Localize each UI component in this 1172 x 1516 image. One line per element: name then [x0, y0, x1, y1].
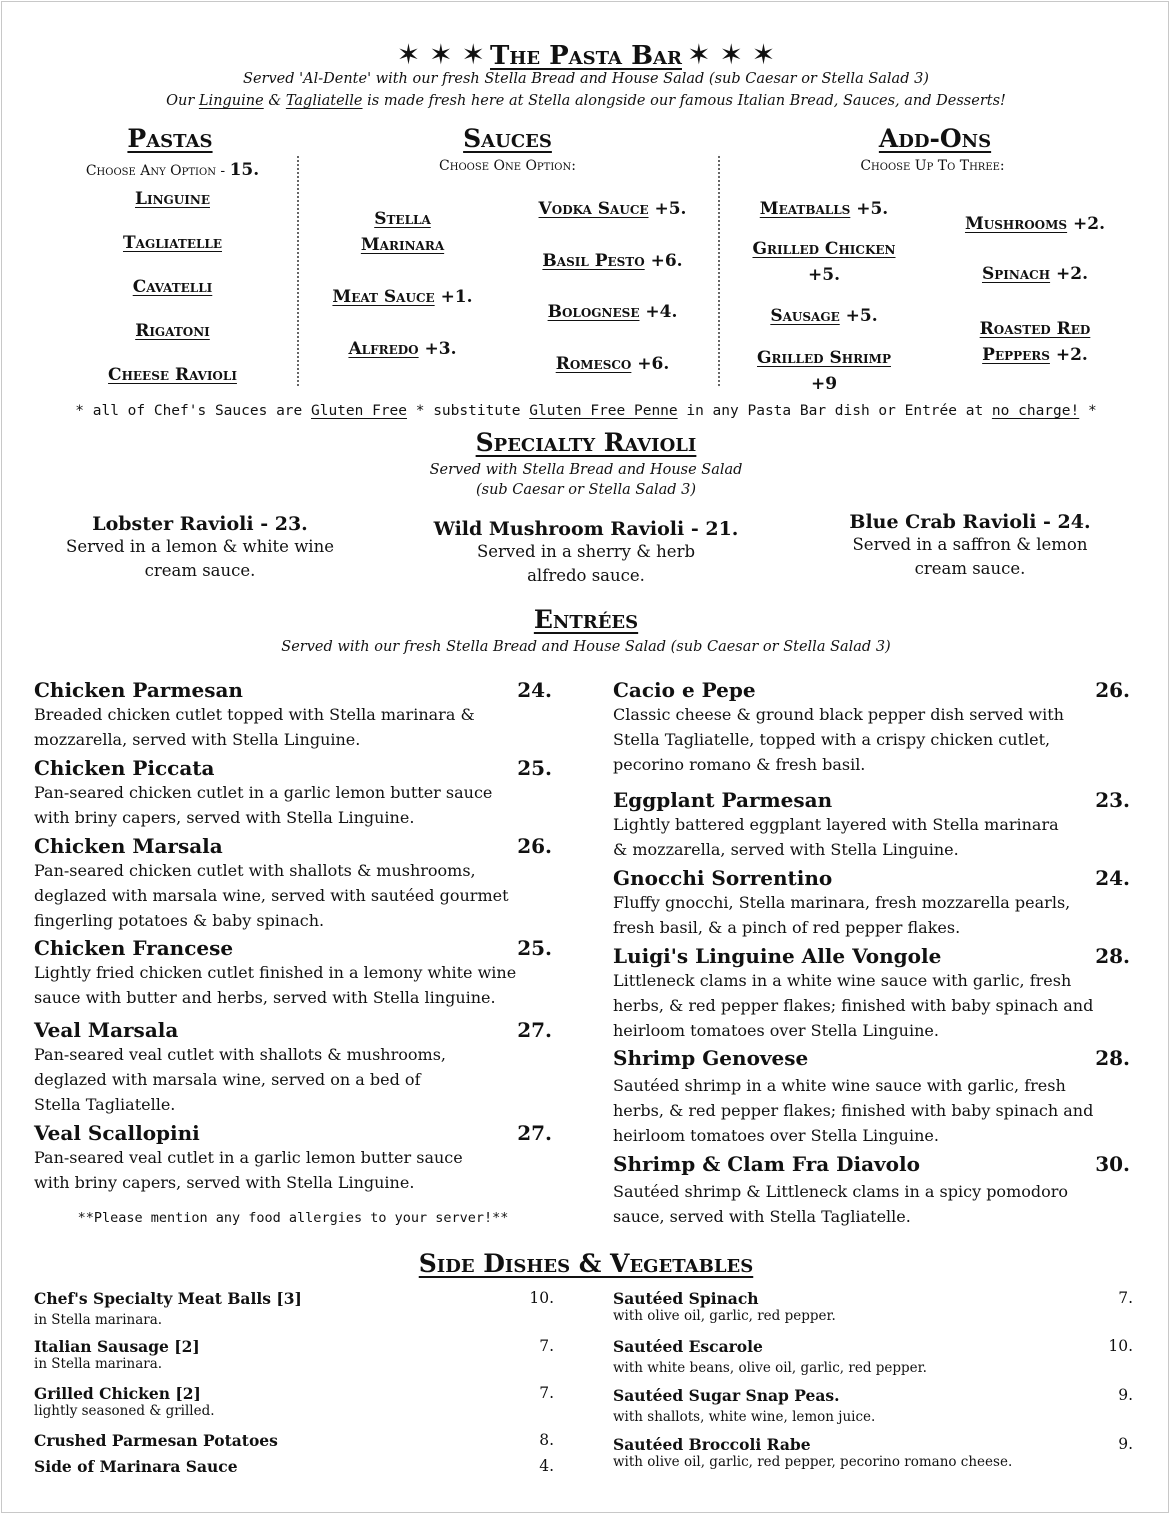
entree-desc: Lightly fried chicken cutlet finished in a lemony white wine — [34, 963, 517, 982]
side-price: 9. — [1118, 1386, 1133, 1404]
entree-name: Chicken Parmesan — [34, 678, 243, 702]
entree-item — [34, 1018, 552, 1117]
sauce-label: Basil Pesto — [542, 251, 645, 271]
addon-roasted-peppers — [935, 316, 1135, 368]
sauce-label: Marinara — [360, 235, 445, 255]
entree-desc: sauce with butter and herbs, served with Stella linguine. — [34, 988, 496, 1007]
side-item — [613, 1289, 1133, 1324]
sauces-title: Sauces — [463, 124, 552, 153]
entree-price: 23. — [1095, 788, 1130, 812]
entree-name: Eggplant Parmesan — [613, 788, 833, 812]
note-underline: no charge! — [991, 403, 1080, 419]
entree-desc: Fluffy gnocchi, Stella marinara, fresh mozzarella pearls, — [613, 893, 1071, 912]
stars-left-icon: ✶ ✶ ✶ — [396, 38, 485, 71]
entree-desc: Stella Tagliatelle. — [34, 1095, 176, 1114]
pasta-bar-header — [0, 38, 1172, 71]
entree-price: 25. — [517, 936, 552, 960]
sauce-price: +3. — [424, 339, 457, 359]
note-text: in any Pasta Bar dish or Entrée at — [677, 403, 992, 419]
sauce-bolognese — [510, 299, 715, 325]
addons-title: Add-Ons — [878, 124, 992, 153]
subtitle-linguine: Linguine — [198, 93, 264, 109]
side-desc: with olive oil, garlic, red pepper. — [613, 1308, 836, 1324]
entree-item — [613, 678, 1130, 777]
entree-name: Chicken Francese — [34, 936, 234, 960]
sauce-label: Bolognese — [547, 302, 640, 322]
sauce-stella-marinara — [305, 206, 500, 258]
entree-item — [613, 944, 1130, 1043]
ravioli-item — [810, 511, 1130, 581]
side-price: 10. — [529, 1289, 554, 1307]
ravioli-subtitle-2: (sub Caesar or Stella Salad 3) — [475, 482, 697, 498]
addon-grilled-chicken — [724, 236, 924, 288]
side-price: 7. — [539, 1337, 554, 1355]
ravioli-name: Lobster Ravioli - 23. — [92, 513, 308, 535]
ravioli-desc: cream sauce. — [144, 561, 256, 580]
pasta-option: Tagliatelle — [122, 233, 222, 253]
entree-desc: Littleneck clams in a white wine sauce with garlic, fresh — [613, 971, 1072, 990]
entree-desc: deglazed with marsala wine, served with sautéed gourmet — [34, 886, 509, 905]
side-desc: in Stella marinara. — [34, 1312, 163, 1328]
entree-desc: with briny capers, served with Stella Linguine. — [34, 1173, 415, 1192]
entree-desc: herbs, & red pepper flakes; finished with baby spinach and — [613, 996, 1094, 1015]
addon-label: Peppers — [982, 345, 1050, 365]
sauce-price: +4. — [645, 302, 678, 322]
entree-name: Chicken Piccata — [34, 756, 215, 780]
addons-choose: Choose Up To Three: — [860, 158, 1005, 174]
entree-price: 28. — [1095, 1046, 1130, 1070]
ravioli-name: Wild Mushroom Ravioli - 21. — [433, 518, 739, 540]
entree-name: Shrimp & Clam Fra Diavolo — [613, 1152, 920, 1176]
gluten-free-note — [0, 403, 1172, 419]
addon-price: +9 — [810, 374, 838, 394]
entree-item — [613, 866, 1130, 940]
entree-item — [613, 788, 1130, 862]
entree-desc: Pan-seared chicken cutlet in a garlic lemon butter sauce — [34, 783, 493, 802]
side-desc: in Stella marinara. — [34, 1356, 163, 1372]
pastas-title: Pastas — [127, 124, 213, 153]
entree-desc: Classic cheese & ground black pepper dish served with — [613, 705, 1064, 724]
entree-desc: Lightly battered eggplant layered with Stella marinara — [613, 815, 1059, 834]
sauce-price: +5. — [654, 199, 687, 219]
pastas-choose — [45, 160, 300, 180]
entree-desc: Pan-seared veal cutlet in a garlic lemon butter sauce — [34, 1148, 463, 1167]
entree-item — [34, 834, 552, 933]
pasta-option: Rigatoni — [135, 321, 210, 341]
addon-mushrooms — [935, 211, 1135, 237]
entree-desc: mozzarella, served with Stella Linguine. — [34, 730, 361, 749]
note-text: * substitute — [407, 403, 530, 419]
ravioli-subtitle-1: Served with Stella Bread and House Salad — [429, 462, 743, 478]
sauce-price: +6. — [637, 354, 670, 374]
pasta-bar-subtitle-2 — [0, 93, 1172, 109]
addon-sausage — [724, 303, 924, 329]
entrees-title: Entrées — [533, 605, 639, 634]
entree-price: 24. — [1095, 866, 1130, 890]
ravioli-desc: Served in a lemon & white wine — [66, 537, 334, 556]
entree-desc: with briny capers, served with Stella Linguine. — [34, 808, 415, 827]
entree-desc: deglazed with marsala wine, served on a bed of — [34, 1070, 421, 1089]
side-item — [34, 1431, 554, 1450]
entree-name: Gnocchi Sorrentino — [613, 866, 833, 890]
stars-right-icon: ✶ ✶ ✶ — [687, 38, 776, 71]
addon-price: +2. — [1055, 345, 1088, 365]
subtitle-tagliatelle: Tagliatelle — [285, 93, 363, 109]
entree-desc: heirloom tomatoes over Stella Linguine. — [613, 1021, 939, 1040]
ravioli-item — [40, 513, 360, 583]
entree-name: Chicken Marsala — [34, 834, 223, 858]
entree-name: Luigi's Linguine Alle Vongole — [613, 944, 942, 968]
entree-price: 24. — [517, 678, 552, 702]
addon-price: +2. — [1073, 214, 1106, 234]
entree-item — [34, 1121, 552, 1195]
pasta-option: Linguine — [135, 189, 210, 209]
entree-item — [34, 936, 552, 1010]
addon-price: +2. — [1056, 264, 1088, 284]
side-name: Sautéed Sugar Snap Peas. — [613, 1386, 840, 1405]
side-item — [613, 1386, 1133, 1425]
addon-label: Meatballs — [759, 199, 851, 219]
entree-price: 26. — [1095, 678, 1130, 702]
side-price: 10. — [1108, 1337, 1133, 1355]
sauce-price: +6. — [650, 251, 683, 271]
entree-price: 28. — [1095, 944, 1130, 968]
entree-name: Cacio e Pepe — [613, 678, 756, 702]
divider — [718, 156, 720, 386]
sauce-vodka — [510, 196, 715, 222]
sauce-label: Romesco — [555, 354, 632, 374]
pasta-option: Cavatelli — [132, 277, 213, 297]
entrees-subtitle: Served with our fresh Stella Bread and House Salad (sub Caesar or Stella Salad 3) — [281, 639, 891, 655]
entree-desc: fresh basil, & a pinch of red pepper flakes. — [613, 918, 961, 937]
addon-price: +5. — [856, 199, 889, 219]
side-name: Sautéed Spinach — [613, 1289, 759, 1308]
sides-title: Side Dishes & Vegetables — [418, 1249, 754, 1278]
ravioli-name: Blue Crab Ravioli - 24. — [849, 511, 1091, 533]
addon-price: +5. — [808, 265, 840, 285]
side-item — [34, 1289, 554, 1328]
entree-price: 27. — [517, 1018, 552, 1042]
entree-desc: pecorino romano & fresh basil. — [613, 755, 866, 774]
subtitle-text: Our — [166, 93, 199, 109]
ravioli-title: Specialty Ravioli — [475, 428, 697, 457]
side-desc: with shallots, white wine, lemon juice. — [613, 1409, 876, 1425]
side-price: 9. — [1118, 1435, 1133, 1453]
ravioli-item — [410, 518, 762, 588]
side-name: Chef's Specialty Meat Balls [3] — [34, 1289, 302, 1308]
sauce-romesco — [510, 351, 715, 377]
side-item — [613, 1435, 1133, 1470]
side-name: Sautéed Broccoli Rabe — [613, 1435, 811, 1454]
entree-item — [34, 756, 552, 830]
sauce-pesto — [510, 248, 715, 274]
ravioli-desc: Served in a saffron & lemon — [852, 535, 1088, 554]
entree-desc: sauce, served with Stella Tagliatelle. — [613, 1207, 911, 1226]
ravioli-desc: alfredo sauce. — [527, 566, 645, 585]
side-name: Sautéed Escarole — [613, 1337, 763, 1356]
sauce-meat-sauce — [305, 284, 500, 310]
entree-price: 30. — [1095, 1152, 1130, 1176]
entree-desc: Pan-seared veal cutlet with shallots & mushrooms, — [34, 1045, 446, 1064]
pastas-choose-text: Choose Any Option - — [85, 163, 230, 179]
sauce-price: +1. — [440, 287, 473, 307]
addon-label: Roasted Red — [979, 319, 1091, 339]
ravioli-desc: cream sauce. — [914, 559, 1026, 578]
sauces-choose: Choose One Option: — [439, 158, 576, 174]
addon-meatballs — [724, 196, 924, 222]
pasta-bar-subtitle-1: Served 'Al-Dente' with our fresh Stella Bread and House Salad (sub Caesar or Stella Salad 3) — [243, 71, 929, 87]
pastas-price: 15. — [229, 160, 260, 180]
addon-label: Spinach — [981, 264, 1051, 284]
side-price: 7. — [1118, 1289, 1133, 1307]
side-name: Grilled Chicken [2] — [34, 1384, 201, 1403]
side-item — [34, 1384, 554, 1419]
entree-desc: & mozzarella, served with Stella Linguine. — [613, 840, 959, 859]
note-underline: Gluten Free Penne — [529, 403, 678, 419]
side-item — [613, 1337, 1133, 1376]
entree-desc: Pan-seared chicken cutlet with shallots & mushrooms, — [34, 861, 476, 880]
entree-desc: Sautéed shrimp in a white wine sauce with garlic, fresh — [613, 1076, 1066, 1095]
note-text: * — [1079, 403, 1097, 419]
side-price: 7. — [539, 1384, 554, 1402]
addon-label: Mushrooms — [964, 214, 1068, 234]
sauce-alfredo — [305, 336, 500, 362]
side-desc: lightly seasoned & grilled. — [34, 1403, 215, 1419]
entree-desc: Sautéed shrimp & Littleneck clams in a spicy pomodoro — [613, 1182, 1069, 1201]
side-price: 4. — [539, 1457, 554, 1475]
addon-label: Sausage — [770, 306, 840, 326]
side-name: Crushed Parmesan Potatoes — [34, 1431, 278, 1450]
entree-desc: Stella Tagliatelle, topped with a crispy chicken cutlet, — [613, 730, 1051, 749]
side-item — [34, 1337, 554, 1372]
entree-price: 26. — [517, 834, 552, 858]
entree-desc: heirloom tomatoes over Stella Linguine. — [613, 1126, 939, 1145]
entree-price: 25. — [517, 756, 552, 780]
entree-desc: Breaded chicken cutlet topped with Stella marinara & — [34, 705, 475, 724]
entree-desc: fingerling potatoes & baby spinach. — [34, 911, 325, 930]
side-desc: with olive oil, garlic, red pepper, pecorino romano cheese. — [613, 1454, 1013, 1470]
pasta-option: Cheese Ravioli — [108, 365, 237, 385]
allergy-note: **Please mention any food allergies to your server!** — [77, 1210, 509, 1226]
entree-desc: herbs, & red pepper flakes; finished with baby spinach and — [613, 1101, 1094, 1120]
side-price: 8. — [539, 1431, 554, 1449]
entree-name: Shrimp Genovese — [613, 1046, 809, 1070]
entree-item — [34, 678, 552, 752]
side-desc: with white beans, olive oil, garlic, red pepper. — [613, 1360, 927, 1376]
note-underline: Gluten Free — [310, 403, 408, 419]
entree-name: Veal Marsala — [34, 1018, 179, 1042]
entree-item — [613, 1152, 1130, 1229]
entree-price: 27. — [517, 1121, 552, 1145]
sauce-label: Stella — [374, 209, 431, 229]
subtitle-text: is made fresh here at Stella alongside our famous Italian Bread, Sauces, and Desserts! — [362, 93, 1006, 109]
pasta-bar-title: The Pasta Bar — [490, 41, 682, 71]
addon-label: Grilled Shrimp — [757, 348, 891, 368]
subtitle-text: & — [263, 93, 286, 109]
sauce-label: Alfredo — [348, 339, 419, 359]
sauce-label: Meat Sauce — [332, 287, 435, 307]
side-name: Italian Sausage [2] — [34, 1337, 200, 1356]
side-name: Side of Marinara Sauce — [34, 1457, 238, 1476]
addon-grilled-shrimp — [724, 345, 924, 397]
ravioli-desc: Served in a sherry & herb — [476, 542, 696, 561]
addon-label: Grilled Chicken — [752, 239, 896, 259]
sauce-label: Vodka Sauce — [538, 199, 649, 219]
addon-price: +5. — [845, 306, 878, 326]
divider — [297, 156, 299, 386]
entree-item — [613, 1046, 1130, 1148]
side-item — [34, 1457, 554, 1476]
note-text: * all of Chef's Sauces are — [75, 403, 311, 419]
entree-name: Veal Scallopini — [34, 1121, 200, 1145]
addon-spinach — [935, 261, 1135, 287]
